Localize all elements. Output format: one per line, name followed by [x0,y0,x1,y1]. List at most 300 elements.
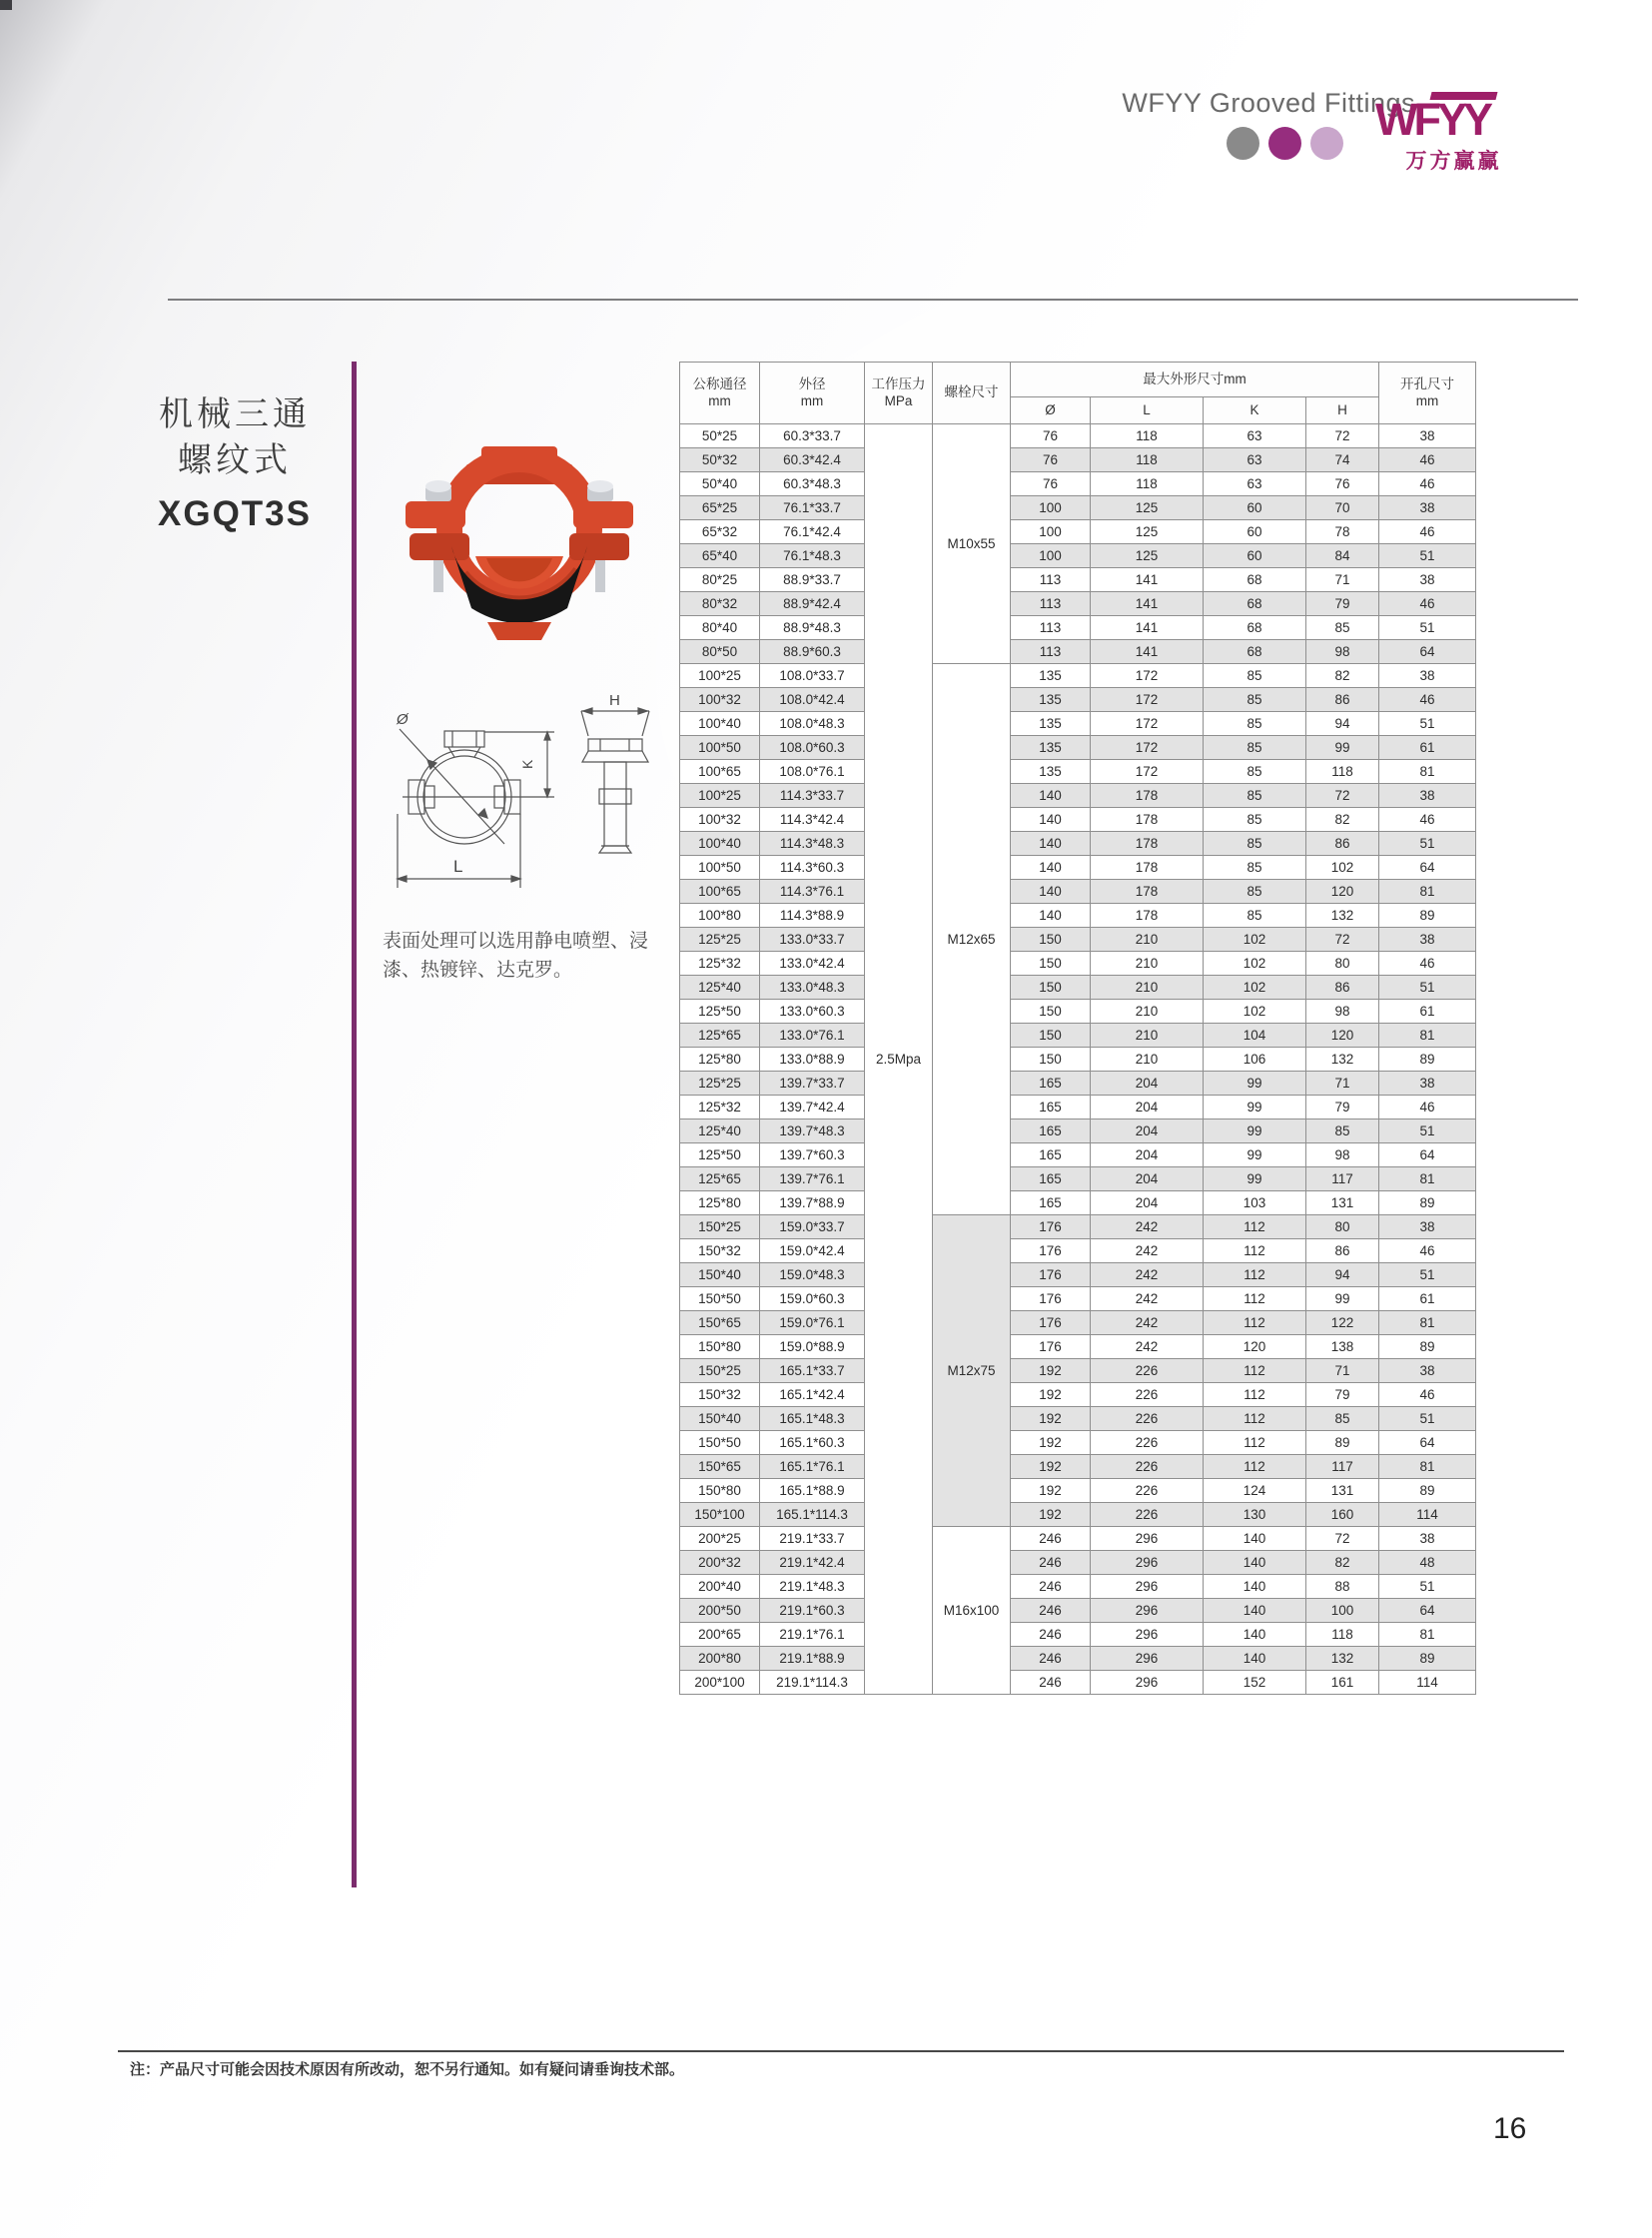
table-cell: 48 [1379,1551,1476,1575]
table-cell: 178 [1091,856,1204,880]
surface-treatment-note: 表面处理可以选用静电喷塑、浸漆、热镀锌、达克罗。 [383,931,649,982]
table-cell: 99 [1204,1119,1306,1143]
table-cell: 226 [1091,1383,1204,1407]
table-cell: 133.0*60.3 [760,1000,865,1024]
table-cell: 132 [1306,1647,1379,1671]
table-cell: 118 [1091,448,1204,472]
table-row [680,952,1476,976]
table-cell: 68 [1204,640,1306,664]
table-cell: 165.1*48.3 [760,1407,865,1431]
table-cell: 114.3*42.4 [760,808,865,832]
table-cell: 176 [1011,1215,1091,1239]
table-cell: 242 [1091,1263,1204,1287]
table-cell: 210 [1091,976,1204,1000]
table-cell: 68 [1204,568,1306,592]
table-cell: 86 [1306,976,1379,1000]
table-cell: 219.1*48.3 [760,1575,865,1599]
table-cell: 160 [1306,1503,1379,1527]
table-cell: 51 [1379,1575,1476,1599]
table-cell: 85 [1204,904,1306,928]
table-cell: 98 [1306,640,1379,664]
table-cell: 159.0*88.9 [760,1335,865,1359]
table-cell: 79 [1306,1096,1379,1119]
table-cell: 133.0*48.3 [760,976,865,1000]
table-cell: 178 [1091,808,1204,832]
table-cell: 50*40 [680,472,760,496]
table-cell: 85 [1204,664,1306,688]
table-row [680,1215,1476,1239]
table-cell: 139.7*48.3 [760,1119,865,1143]
table-cell: 192 [1011,1407,1091,1431]
table-cell: 296 [1091,1527,1204,1551]
table-cell: 102 [1204,976,1306,1000]
table-cell: 165 [1011,1167,1091,1191]
table-row [680,424,1476,448]
table-cell: 63 [1204,472,1306,496]
table-cell: 38 [1379,664,1476,688]
table-cell: 242 [1091,1311,1204,1335]
product-photo [390,424,649,659]
table-cell: 46 [1379,1383,1476,1407]
table-cell: 138 [1306,1335,1379,1359]
table-cell: 135 [1011,760,1091,784]
table-cell: 246 [1011,1551,1091,1575]
table-cell: 140 [1011,856,1091,880]
table-cell: 226 [1091,1455,1204,1479]
table-cell: 152 [1204,1671,1306,1695]
table-cell: 112 [1204,1359,1306,1383]
table-cell: 99 [1306,736,1379,760]
table-cell: 60.3*48.3 [760,472,865,496]
table-row [680,520,1476,544]
table-cell: 104 [1204,1024,1306,1048]
table-cell: 80 [1306,1215,1379,1239]
table-cell: 165 [1011,1143,1091,1167]
table-cell: 150*50 [680,1287,760,1311]
table-cell: 85 [1204,784,1306,808]
table-cell: 100*80 [680,904,760,928]
table-cell: 85 [1204,712,1306,736]
table-cell: 88.9*60.3 [760,640,865,664]
table-cell: 176 [1011,1263,1091,1287]
table-cell: 100*40 [680,712,760,736]
table-cell: 114 [1379,1671,1476,1695]
col-header-max-dims: 最大外形尺寸mm [1011,363,1379,397]
table-cell: 133.0*42.4 [760,952,865,976]
table-row [680,928,1476,952]
col-header-bolt: 螺栓尺寸 [933,363,1011,424]
table-cell: 78 [1306,520,1379,544]
table-cell: 100*65 [680,880,760,904]
table-cell: 117 [1306,1455,1379,1479]
company-logo [1366,90,1541,175]
table-cell: 76.1*33.7 [760,496,865,520]
table-cell: 210 [1091,1000,1204,1024]
table-cell: 82 [1306,664,1379,688]
table-cell: 113 [1011,640,1091,664]
table-cell: 70 [1306,496,1379,520]
table-row [680,1599,1476,1623]
table-cell: 68 [1204,616,1306,640]
table-cell: 150*40 [680,1407,760,1431]
table-cell: 100*50 [680,856,760,880]
table-row [680,808,1476,832]
table-cell: 71 [1306,1359,1379,1383]
table-cell: 60 [1204,544,1306,568]
table-row [680,904,1476,928]
table-cell: 89 [1379,1647,1476,1671]
table-cell: 192 [1011,1479,1091,1503]
table-cell: 140 [1204,1623,1306,1647]
table-cell: 38 [1379,784,1476,808]
table-row [680,1431,1476,1455]
table-cell: 125*80 [680,1048,760,1072]
table-cell: 114.3*33.7 [760,784,865,808]
table-cell: 139.7*42.4 [760,1096,865,1119]
table-cell: 80*40 [680,616,760,640]
table-cell: 178 [1091,784,1204,808]
table-cell: 38 [1379,1527,1476,1551]
table-cell: 192 [1011,1383,1091,1407]
table-cell: 296 [1091,1599,1204,1623]
table-cell: 178 [1091,904,1204,928]
table-row [680,1000,1476,1024]
product-title-block [126,392,344,534]
table-cell: 140 [1204,1527,1306,1551]
table-cell: 65*32 [680,520,760,544]
table-cell: 125 [1091,544,1204,568]
table-cell: 192 [1011,1359,1091,1383]
table-cell: 159.0*33.7 [760,1215,865,1239]
table-cell: 88.9*33.7 [760,568,865,592]
table-cell: 72 [1306,424,1379,448]
table-cell: 98 [1306,1000,1379,1024]
table-cell: 71 [1306,1072,1379,1096]
col-header-dia: Ø [1011,397,1091,424]
table-cell: 51 [1379,1263,1476,1287]
brand-dot-gray [1227,127,1259,160]
table-cell: 102 [1204,928,1306,952]
table-cell: 132 [1306,904,1379,928]
table-cell: 246 [1011,1623,1091,1647]
table-cell: 100*25 [680,784,760,808]
footer-divider-line [118,2050,1564,2052]
page-corner-mark [0,0,12,10]
table-row [680,496,1476,520]
table-cell: 89 [1379,904,1476,928]
table-cell: 64 [1379,1431,1476,1455]
table-cell: 38 [1379,1359,1476,1383]
table-cell: 210 [1091,1024,1204,1048]
table-cell: 100*25 [680,664,760,688]
table-cell: 139.7*33.7 [760,1072,865,1096]
table-cell: 118 [1306,760,1379,784]
table-cell: 100 [1011,496,1091,520]
table-cell: 94 [1306,712,1379,736]
table-cell: 85 [1204,760,1306,784]
table-row [680,1647,1476,1671]
table-cell: 46 [1379,592,1476,616]
table-cell: 114.3*60.3 [760,856,865,880]
table-row [680,856,1476,880]
table-cell: 60.3*42.4 [760,448,865,472]
table-cell: 118 [1306,1623,1379,1647]
table-cell: 108.0*60.3 [760,736,865,760]
table-cell: 296 [1091,1551,1204,1575]
table-cell: 100*32 [680,808,760,832]
table-row [680,1311,1476,1335]
table-cell: 112 [1204,1311,1306,1335]
table-cell: 82 [1306,808,1379,832]
table-row [680,1072,1476,1096]
table-cell: 204 [1091,1143,1204,1167]
table-row [680,1239,1476,1263]
table-cell: 113 [1011,616,1091,640]
table-cell: 108.0*33.7 [760,664,865,688]
table-cell: 114.3*48.3 [760,832,865,856]
table-cell: 133.0*76.1 [760,1024,865,1048]
table-cell: 165 [1011,1072,1091,1096]
table-cell: 76 [1011,424,1091,448]
table-cell: 100*50 [680,736,760,760]
table-cell: 165.1*114.3 [760,1503,865,1527]
table-cell: 85 [1204,832,1306,856]
table-cell: 226 [1091,1407,1204,1431]
table-cell: 219.1*114.3 [760,1671,865,1695]
table-cell: 141 [1091,568,1204,592]
table-cell: 210 [1091,928,1204,952]
table-cell: 141 [1091,616,1204,640]
table-cell: 131 [1306,1191,1379,1215]
logo-chinese-name: 万方赢赢 [1405,150,1502,173]
table-row [680,448,1476,472]
table-cell: 219.1*33.7 [760,1527,865,1551]
table-cell: 38 [1379,1072,1476,1096]
table-cell: 165 [1011,1096,1091,1119]
table-cell: 106 [1204,1048,1306,1072]
table-cell: 150*100 [680,1503,760,1527]
table-row [680,760,1476,784]
table-row [680,784,1476,808]
table-cell: 94 [1306,1263,1379,1287]
table-cell: 114.3*76.1 [760,880,865,904]
table-cell: 64 [1379,1599,1476,1623]
table-cell: 200*65 [680,1623,760,1647]
table-cell: 204 [1091,1119,1204,1143]
table-cell: 125*25 [680,1072,760,1096]
table-cell: 76 [1011,472,1091,496]
table-cell: 61 [1379,736,1476,760]
table-cell: 50*32 [680,448,760,472]
table-cell: 140 [1204,1551,1306,1575]
table-cell: 131 [1306,1479,1379,1503]
table-cell: 125*65 [680,1167,760,1191]
table-cell: 141 [1091,592,1204,616]
table-cell: 61 [1379,1000,1476,1024]
table-row [680,1335,1476,1359]
table-cell: 112 [1204,1455,1306,1479]
table-cell: 296 [1091,1575,1204,1599]
table-cell: 85 [1204,856,1306,880]
table-cell: 84 [1306,544,1379,568]
table-cell: 65*40 [680,544,760,568]
dimension-drawing [383,672,662,912]
table-cell: 113 [1011,568,1091,592]
table-cell: 88.9*48.3 [760,616,865,640]
table-cell: 140 [1011,784,1091,808]
table-cell: 100*65 [680,760,760,784]
table-cell: 100 [1011,544,1091,568]
table-cell: 102 [1204,1000,1306,1024]
table-cell: 38 [1379,496,1476,520]
table-row [680,832,1476,856]
table-cell: 112 [1204,1287,1306,1311]
table-cell: M16x100 [933,1527,1011,1695]
table-cell: 64 [1379,856,1476,880]
header-divider-line [168,299,1578,301]
table-cell: 165 [1011,1119,1091,1143]
table-cell: 150 [1011,976,1091,1000]
col-header-k: K [1204,397,1306,424]
table-cell: 125 [1091,496,1204,520]
table-row [680,472,1476,496]
table-cell: 85 [1306,1119,1379,1143]
table-cell: 80 [1306,952,1379,976]
table-row [680,664,1476,688]
table-cell: 226 [1091,1503,1204,1527]
table-cell: 81 [1379,760,1476,784]
table-cell: 51 [1379,1119,1476,1143]
table-cell: 100 [1306,1599,1379,1623]
drawing-label-l: L [453,857,463,876]
table-cell: 296 [1091,1671,1204,1695]
table-cell: 60.3*33.7 [760,424,865,448]
col-header-hole: 开孔尺寸 mm [1379,363,1476,424]
table-cell: 125*65 [680,1024,760,1048]
table-cell: 46 [1379,1239,1476,1263]
table-cell: 200*100 [680,1671,760,1695]
table-cell: 150 [1011,952,1091,976]
table-cell: 165.1*33.7 [760,1359,865,1383]
table-cell: 159.0*42.4 [760,1239,865,1263]
table-cell: 85 [1204,808,1306,832]
table-cell: 165.1*60.3 [760,1431,865,1455]
table-cell: 46 [1379,952,1476,976]
table-cell: 296 [1091,1623,1204,1647]
drawing-label-h: H [609,692,620,709]
table-cell: 246 [1011,1647,1091,1671]
table-row [680,1263,1476,1287]
table-cell: 122 [1306,1311,1379,1335]
table-cell: 150 [1011,1024,1091,1048]
table-cell: 85 [1204,880,1306,904]
table-cell: 150*32 [680,1239,760,1263]
product-title-line2: 螺纹式 [178,440,292,479]
table-row [680,1407,1476,1431]
table-cell: 81 [1379,1167,1476,1191]
table-cell: 242 [1091,1287,1204,1311]
table-cell: 71 [1306,568,1379,592]
table-cell: 60 [1204,496,1306,520]
table-cell: 99 [1204,1096,1306,1119]
table-cell: 51 [1379,1407,1476,1431]
table-cell: 102 [1306,856,1379,880]
table-cell: 204 [1091,1072,1204,1096]
table-cell: 81 [1379,1623,1476,1647]
table-row [680,1167,1476,1191]
table-cell: 81 [1379,1455,1476,1479]
table-cell: 172 [1091,688,1204,712]
table-cell: 246 [1011,1599,1091,1623]
table-cell: 200*50 [680,1599,760,1623]
table-cell: M12x75 [933,1215,1011,1527]
table-cell: 89 [1306,1431,1379,1455]
table-cell: 46 [1379,688,1476,712]
table-cell: 210 [1091,1048,1204,1072]
table-cell: 219.1*60.3 [760,1599,865,1623]
table-cell: 108.0*48.3 [760,712,865,736]
table-cell: 89 [1379,1335,1476,1359]
table-cell: M12x65 [933,664,1011,1215]
table-cell: 125 [1091,520,1204,544]
table-cell: 46 [1379,448,1476,472]
table-cell: 140 [1204,1647,1306,1671]
table-cell: 64 [1379,1143,1476,1167]
table-cell: 125*32 [680,1096,760,1119]
table-cell: 125*32 [680,952,760,976]
table-cell: 210 [1091,952,1204,976]
table-row [680,1359,1476,1383]
table-cell: 178 [1091,880,1204,904]
table-cell: 140 [1204,1599,1306,1623]
table-header-row-1 [680,363,1476,397]
table-cell: 79 [1306,1383,1379,1407]
table-cell: 120 [1306,1024,1379,1048]
table-row [680,1503,1476,1527]
table-cell: 46 [1379,1096,1476,1119]
table-cell: 226 [1091,1431,1204,1455]
table-row [680,736,1476,760]
table-cell: 88 [1306,1575,1379,1599]
table-cell: 172 [1091,736,1204,760]
table-cell: 135 [1011,664,1091,688]
table-cell: 246 [1011,1671,1091,1695]
table-cell: 100*40 [680,832,760,856]
table-cell: 150*25 [680,1215,760,1239]
table-cell: 165.1*76.1 [760,1455,865,1479]
table-cell: 178 [1091,832,1204,856]
table-cell: 86 [1306,1239,1379,1263]
table-cell: 89 [1379,1479,1476,1503]
table-cell: 140 [1011,808,1091,832]
table-cell: 85 [1204,688,1306,712]
table-cell: 46 [1379,520,1476,544]
table-cell: 140 [1204,1575,1306,1599]
table-cell: 112 [1204,1239,1306,1263]
table-cell: 159.0*60.3 [760,1287,865,1311]
table-cell: 114.3*88.9 [760,904,865,928]
table-cell: 176 [1011,1311,1091,1335]
table-cell: 200*25 [680,1527,760,1551]
table-cell: 219.1*42.4 [760,1551,865,1575]
header-title: WFYY Grooved Fittings [1122,88,1415,118]
table-cell: 76.1*42.4 [760,520,865,544]
table-row [680,1623,1476,1647]
table-cell: 103 [1204,1191,1306,1215]
table-cell: 165.1*88.9 [760,1479,865,1503]
table-cell: 118 [1091,472,1204,496]
brand-dots [1227,127,1343,160]
